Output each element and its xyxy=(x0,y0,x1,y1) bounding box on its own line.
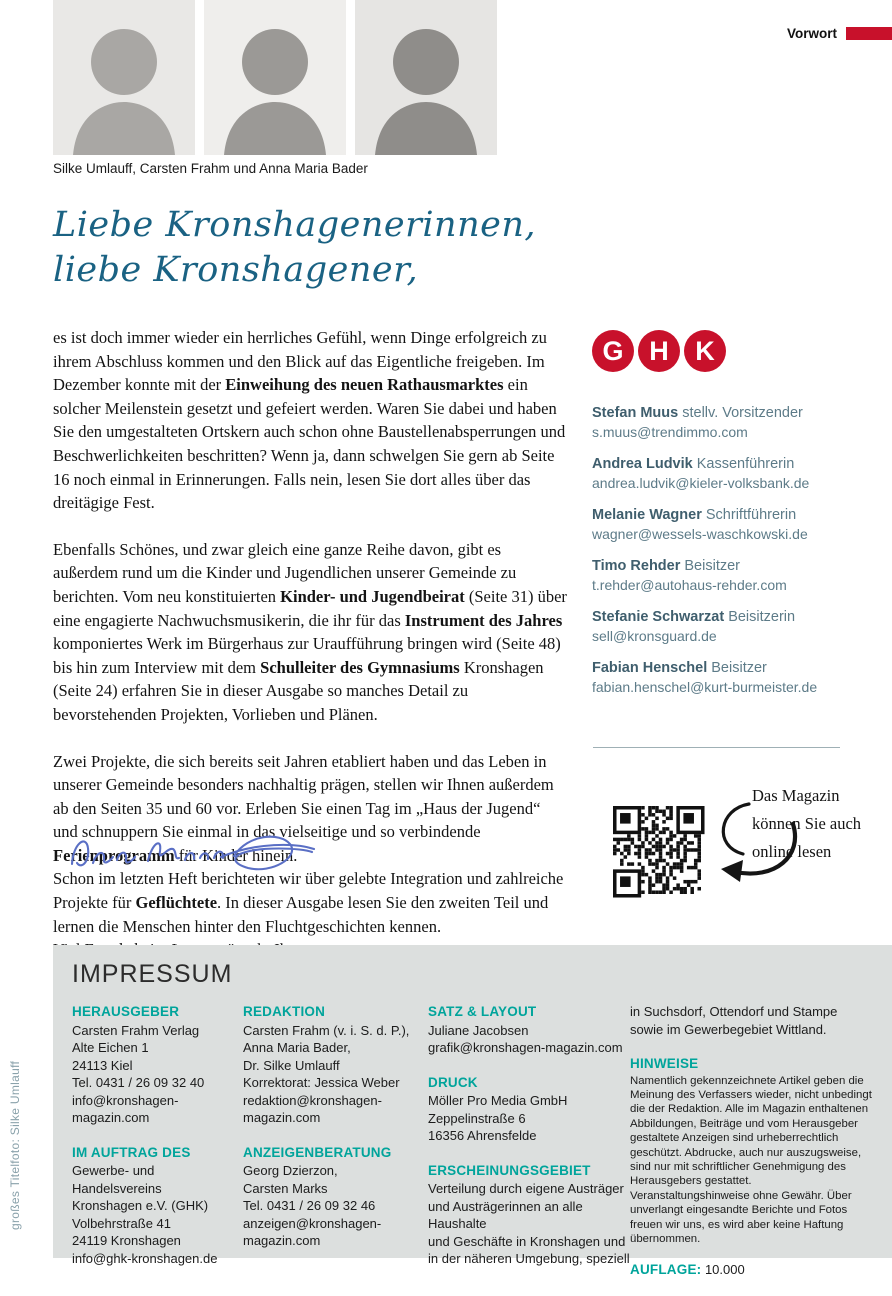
board-member xyxy=(592,608,886,646)
impressum-column xyxy=(72,1003,243,1296)
impressum-line: Gewerbe- und Handelsvereins xyxy=(72,1163,162,1196)
member-role: Beisitzer xyxy=(707,660,767,676)
impressum-line: magazin.com xyxy=(243,1110,321,1125)
impressum-heading: HERAUSGEBER xyxy=(72,1004,180,1019)
impressum-section xyxy=(630,1261,872,1279)
board-member xyxy=(592,557,886,595)
ghk-logo-letter: G xyxy=(592,330,634,372)
impressum-line: Georg Dzierzon, xyxy=(243,1163,338,1178)
member-email: fabian.henschel@kurt-burmeister.de xyxy=(592,679,818,695)
impressum-section xyxy=(630,1055,872,1246)
member-email: wagner@wessels-waschkowski.de xyxy=(592,526,808,542)
board-members-list xyxy=(592,404,886,697)
impressum-line: in Suchsdorf, Ottendorf und Stampe xyxy=(630,1004,838,1019)
impressum-column xyxy=(428,1003,630,1296)
impressum-heading: IM AUFTRAG DES xyxy=(72,1144,191,1160)
curved-arrow-icon xyxy=(697,796,809,901)
impressum-line: Verteilung durch eigene Austräger xyxy=(428,1181,624,1196)
article-paragraph: Ebenfalls Schönes, und zwar gleich eine ganze Reihe davon, gibt es außerdem rund um die Kinder und Jugendlichen unserer Gemeinde zu berichten. Vom neu konstituierten Kinder- und Jugendbeirat (Seite 31) über eine engagierte Nachwuchsmusikerin, die ihr für das Instrument des Jahres komponiertes Werk im Bürgerhaus zur Uraufführung bringen wird (Seite 48) bis hin zum Interview mit dem Schulleiter des Gymnasiums Kronshagen (Seite 24) erfahren Sie in dieser Ausgabe so manches Detail zu bevorstehenden Projekten, Vorlieben und Plänen. xyxy=(53,539,567,724)
impressum-section xyxy=(72,1003,243,1127)
person-silhouette-icon xyxy=(355,0,497,155)
section-header xyxy=(787,26,892,41)
impressum-line: Namentlich gekennzeichnete Artikel geben die Meinung des Verfassers wieder, nicht unbedingt die der Redaktion. Alle im Magazin enthaltenen Abbildungen, Beiträge und vom Herausgeber gestaltete Anzeigen sind urheberrechtlich geschützt. Abdrucke, auch nur auszugsweise, sind nur mit schriftlicher Genehmigung des Herausgebers gestattet. Veranstaltungshinweise ohne Gewähr. Über unverlangt eingesandte Berichte und Fotos freuen wir uns, es wird aber keine Haftung übernommen. xyxy=(630,1074,872,1245)
impressum-line: Alte Eichen 1 xyxy=(72,1040,149,1055)
impressum-heading: REDAKTION xyxy=(243,1004,326,1019)
impressum-line: Carsten Marks xyxy=(243,1180,328,1196)
divider-line xyxy=(593,747,840,748)
member-name: Andrea Ludvik xyxy=(592,456,693,472)
portrait-photo-carsten-frahm xyxy=(204,0,346,155)
member-name: Fabian Henschel xyxy=(592,660,708,676)
impressum-title: IMPRESSUM xyxy=(72,960,233,988)
signature xyxy=(58,812,320,889)
board-member xyxy=(592,404,886,442)
article-paragraph: es ist doch immer wieder ein herrliches Gefühl, wenn Dinge erfolgreich zu ihrem Abschluss kommen und den Blick auf das Eigentliche freigeben. Im Dezember konnte mit der Einweihung des neuen Rathausmarktes ein solcher Meilenstein gesetzt und gefeiert werden. Waren Sie dabei und haben Sie den umgestalteten Ortskern auch schon ohne Baustellenabsperrungen und Beschwerlichkeiten beschritten? Wenn ja, dann schwelgen Sie gern ab Seite 16 noch einmal in Erinnerungen. Falls nein, lesen Sie dort alles über das dreitägige Fest. xyxy=(53,328,566,513)
article-paragraph: Zwei Projekte, die sich bereits seit Jahren etabliert haben und das Leben in unserer Gemeinde besonders nachhaltig prägen, stellen wir Ihnen außerdem ab den Seiten 35 und 60 vor. Erleben Sie einen Tag im „Haus der Jugend“ und schnuppern Sie einmal in das vielseitige und so verbindende Ferienprogramm für Kinder hinein. xyxy=(53,751,554,865)
page-title xyxy=(53,203,536,293)
impressum-line: info@kronshagen-magazin.com xyxy=(72,1092,179,1125)
impressum-line: Tel. 0431 / 26 09 32 46 xyxy=(243,1198,376,1213)
qr-code xyxy=(613,806,701,894)
impressum-line: in der näheren Umgebung, speziell xyxy=(428,1251,630,1266)
member-name: Stefan Muus xyxy=(592,405,679,421)
impressum-box xyxy=(53,945,892,1278)
impressum-section xyxy=(428,1162,630,1268)
article-paragraph: Schon im letzten Heft berichteten wir über gelebte Integration und zahlreiche Projekte für Geflüchtete. In dieser Ausgabe lesen Sie den zweiten Teil und lernen die Menschen hinter den Fluchtgeschichten kennen. xyxy=(53,869,564,936)
member-role: Kassenführerin xyxy=(692,456,795,472)
member-name: Timo Rehder xyxy=(592,558,681,574)
impressum-section xyxy=(243,1003,428,1127)
impressum-line: Anna Maria Bader, xyxy=(243,1040,351,1055)
impressum-line: Zeppelinstraße 6 xyxy=(428,1110,526,1126)
ghk-logo-letter: K xyxy=(684,330,726,372)
impressum-line: Dr. Silke Umlauff xyxy=(243,1057,340,1073)
board-column xyxy=(592,330,886,710)
member-role: Beisitzer xyxy=(680,558,740,574)
impressum-heading: SATZ & LAYOUT xyxy=(428,1004,537,1019)
impressum-heading: AUFLAGE: xyxy=(630,1262,702,1278)
member-name: Melanie Wagner xyxy=(592,507,702,523)
portrait-photo-anna-maria-bader xyxy=(355,0,497,155)
portrait-photos xyxy=(53,0,497,155)
page-title-line2: liebe Kronshagener, xyxy=(53,250,419,290)
member-email: s.muus@trendimmo.com xyxy=(592,424,748,440)
person-silhouette-icon xyxy=(53,0,195,155)
impressum-line: sowie im Gewerbegebiet Wittland. xyxy=(630,1021,827,1037)
impressum-column xyxy=(243,1003,428,1296)
impressum-line: redaktion@kronshagen- xyxy=(243,1092,382,1108)
impressum-section xyxy=(630,1003,872,1038)
impressum-line: info@ghk-kronshagen.de xyxy=(72,1250,218,1266)
member-email: t.rehder@autohaus-rehder.com xyxy=(592,577,787,593)
impressum-value: 10.000 xyxy=(701,1262,745,1278)
impressum-heading: HINWEISE xyxy=(630,1056,699,1071)
impressum-section xyxy=(428,1003,630,1057)
impressum-line: Volbehrstraße 41 xyxy=(72,1215,172,1231)
impressum-section xyxy=(428,1074,630,1145)
impressum-line: anzeigen@kronshagen- xyxy=(243,1215,382,1231)
member-role: Schriftführerin xyxy=(701,507,797,523)
section-red-bar xyxy=(846,27,892,40)
section-label: Vorwort xyxy=(787,26,837,41)
portrait-photo-silke-umlauff xyxy=(53,0,195,155)
impressum-line: 16356 Ahrensfelde xyxy=(428,1128,537,1143)
photo-caption: Silke Umlauff, Carsten Frahm und Anna Maria Bader xyxy=(53,161,368,176)
impressum-line: Juliane Jacobsen xyxy=(428,1022,529,1038)
impressum-line: und Austrägerinnen an alle Haushalte xyxy=(428,1198,583,1231)
impressum-heading: ANZEIGENBERATUNG xyxy=(243,1144,392,1160)
impressum-columns xyxy=(72,1003,872,1296)
board-member xyxy=(592,659,886,697)
member-email: sell@kronsguard.de xyxy=(592,628,717,644)
impressum-line: 24119 Kronshagen xyxy=(72,1233,181,1248)
ghk-logo-letter: H xyxy=(638,330,680,372)
impressum-section xyxy=(72,1144,243,1268)
ghk-logo xyxy=(592,330,886,372)
impressum-line: grafik@kronshagen-magazin.com xyxy=(428,1040,623,1055)
impressum-section xyxy=(243,1144,428,1250)
member-name: Stefanie Schwarzat xyxy=(592,609,725,625)
impressum-line: Korrektorat: Jessica Weber xyxy=(243,1075,400,1090)
title-photo-credit: großes Titelfoto: Silke Umlauff xyxy=(8,1060,22,1230)
person-silhouette-icon xyxy=(204,0,346,155)
impressum-line: 24113 Kiel xyxy=(72,1057,133,1073)
impressum-line: und Geschäfte in Kronshagen und xyxy=(428,1233,626,1249)
page-title-line1: Liebe Kronshagenerinnen, xyxy=(53,205,537,245)
impressum-line: Carsten Frahm Verlag xyxy=(72,1022,200,1038)
impressum-column xyxy=(630,1003,872,1296)
impressum-line: Kronshagen e.V. (GHK) xyxy=(72,1198,209,1213)
impressum-line: Tel. 0431 / 26 09 32 40 xyxy=(72,1075,205,1090)
board-member xyxy=(592,455,886,493)
board-member xyxy=(592,506,886,544)
impressum-heading: DRUCK xyxy=(428,1074,478,1090)
impressum-line: Carsten Frahm (v. i. S. d. P.), xyxy=(243,1022,410,1038)
impressum-heading: ERSCHEINUNGSGEBIET xyxy=(428,1162,591,1178)
impressum-line: Möller Pro Media GmbH xyxy=(428,1093,568,1108)
impressum-line: magazin.com xyxy=(243,1233,321,1248)
member-role: Beisitzerin xyxy=(724,609,796,625)
member-role: stellv. Vorsitzender xyxy=(678,405,803,421)
member-email: andrea.ludvik@kieler-volksbank.de xyxy=(592,475,810,491)
online-read-hint: Das Magazin können Sie auch online lesen xyxy=(752,786,862,861)
